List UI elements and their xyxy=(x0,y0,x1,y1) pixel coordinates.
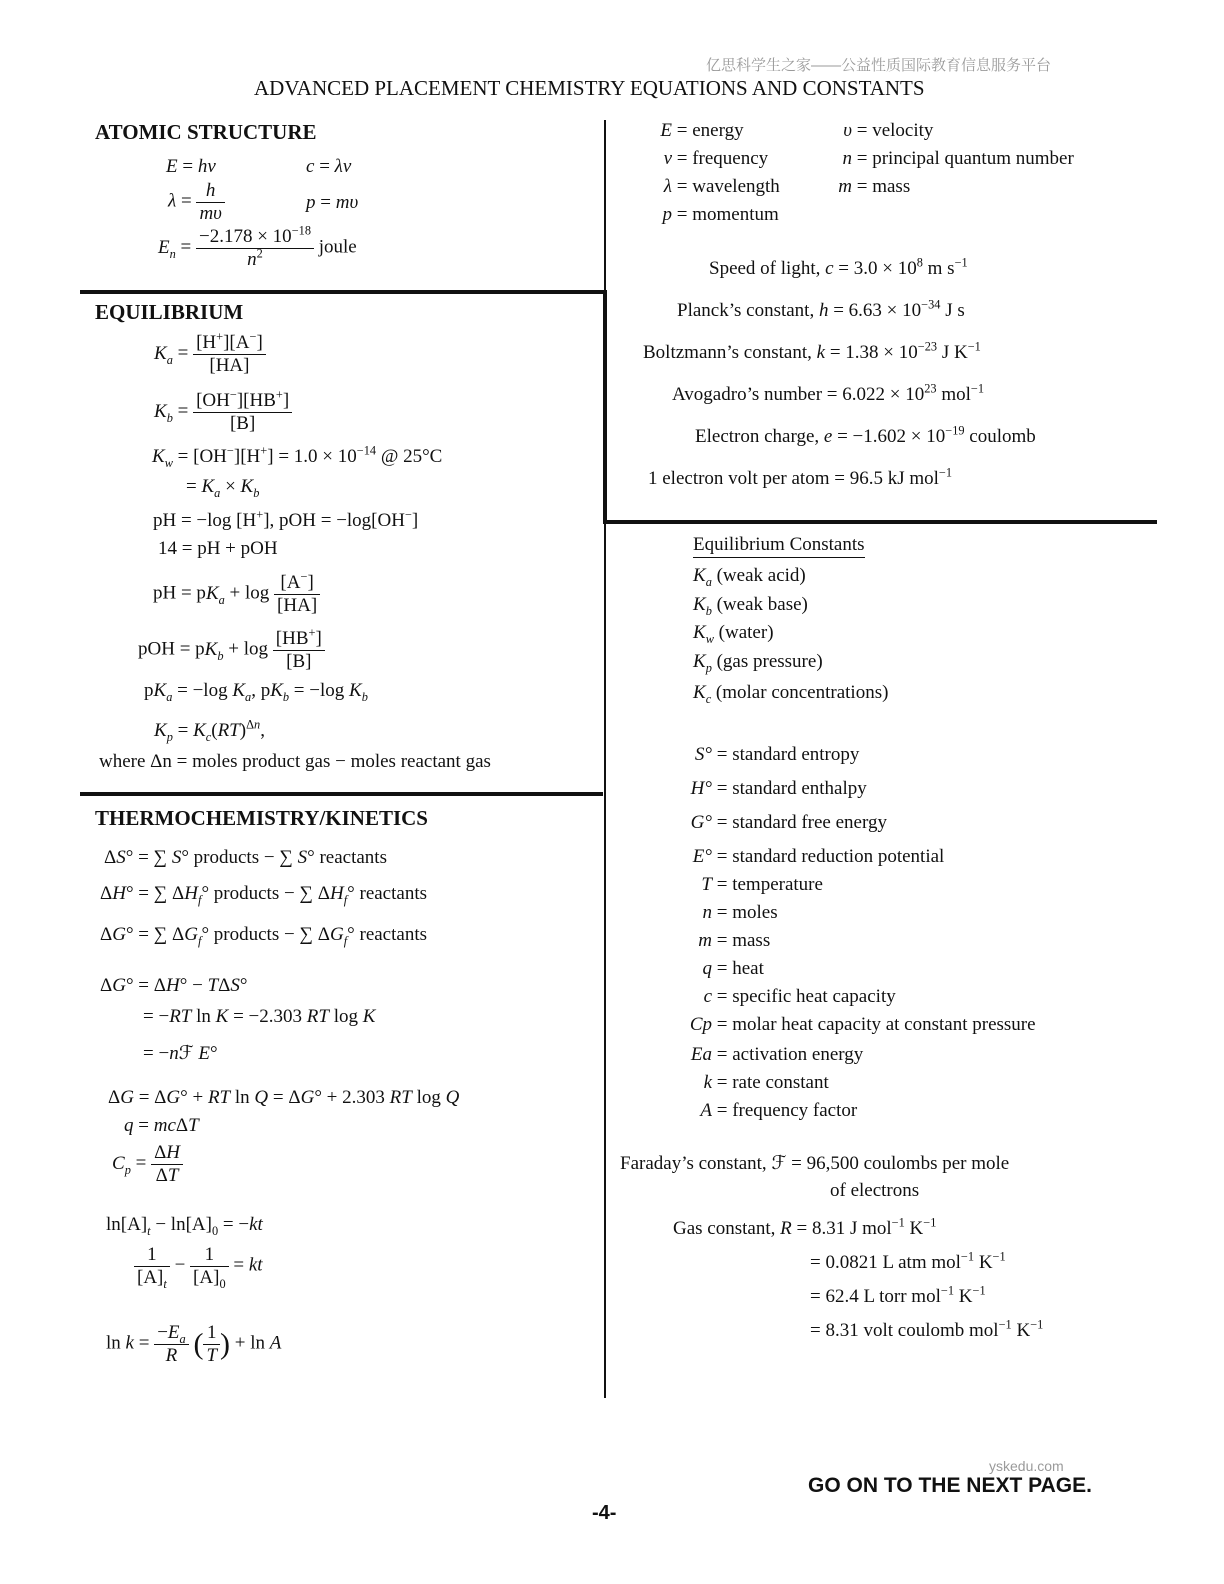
eq-de-broglie: λ = $\frac{h}{m\upsilon}$ xyxy=(168,180,225,225)
thermo-var-12: A = frequency factor xyxy=(700,1100,858,1121)
eq-gibbs: ΔG° = ΔH° − TΔS° xyxy=(100,975,248,996)
eq-constant-kc: $K_c$ (molar concentrations) xyxy=(693,682,889,706)
thermo-var-6: m = mass xyxy=(698,930,771,951)
gas-constant-3: = 62.4 L torr mol$^{-1}$ $K^{-1}$ xyxy=(810,1283,986,1307)
eq-ph-definitions: pH = −log [H+], pOH = −log[OH−] xyxy=(153,507,419,531)
thermo-var-5: n = moles xyxy=(702,902,778,923)
eq-henderson-ph: pH = $pK_a + \log$ $\frac{[A^-]}{[HA]}$ xyxy=(153,572,320,617)
thermo-var-2: G° = standard free energy xyxy=(690,812,887,833)
gas-constant-1: Gas constant, R = 8.31 J mol$^{-1}$ $K^{-1}$ xyxy=(673,1215,937,1239)
eq-constant-ka: $K_a$ (weak acid) xyxy=(693,565,806,589)
eq-constant-kw: $K_w$ (water) xyxy=(693,622,774,646)
page-title: ADVANCED PLACEMENT CHEMISTRY EQUATIONS AND CONSTANTS xyxy=(254,76,925,100)
watermark-top: 亿思科学生之家——公益性质国际教育信息服务平台 xyxy=(706,57,1052,74)
watermark-bottom: yskedu.com xyxy=(989,1458,1064,1474)
eq-second-order: $\frac{1}{[A]_t}$ − $\frac{1}{[A]_0}$ = kt xyxy=(134,1244,263,1289)
eq-energy-photon: E = hν xyxy=(166,156,216,177)
heading-thermochemistry-kinetics: THERMOCHEMISTRY/KINETICS xyxy=(95,806,428,830)
atomic-var-1: ν = frequency xyxy=(663,148,769,169)
const-electron-volt: 1 electron volt per atom = 96.5 kJ mol$^{-1}$ xyxy=(648,465,953,489)
thermo-var-1: H° = standard enthalpy xyxy=(690,778,867,799)
gas-constant-4: = 8.31 volt coulomb mol$^{-1}$ $K^{-1}$ xyxy=(810,1317,1044,1341)
rule-constants-left xyxy=(603,290,607,524)
eq-ka: $K_a$ = $\frac{[H^+][A^-]}{[HA]}$ xyxy=(154,332,266,377)
heading-equilibrium: EQUILIBRIUM xyxy=(95,300,244,324)
eq-constants-title: Equilibrium Constants xyxy=(693,534,865,558)
faraday-constant: Faraday’s constant, ℱ = 96,500 coulombs per mole xyxy=(620,1153,1010,1174)
eq-ph-sum: 14 = pH + pOH xyxy=(158,538,278,559)
atomic-var-0: E = energy xyxy=(660,120,744,141)
atomic-var-2: λ = wavelength xyxy=(663,176,780,197)
thermo-var-0: S° = standard entropy xyxy=(694,744,860,765)
const-avogadro: Avogadro’s number = $6.022 \times 10^{23}$ mol$^{-1}$ xyxy=(672,381,985,405)
eq-kw-product: = $K_a \times K_b$ xyxy=(186,476,260,500)
eq-gibbs-q: ΔG = ΔG° + RT ln Q = ΔG° + 2.303 RT log Q xyxy=(108,1087,460,1108)
eq-henderson-poh: pOH = $pK_b + \log$ $\frac{[HB^+]}{[B]}$ xyxy=(138,628,325,673)
thermo-var-11: k = rate constant xyxy=(703,1072,829,1093)
eq-gibbs-e: = −nℱ E° xyxy=(143,1043,218,1064)
eq-speed-wavelength: c = λν xyxy=(306,156,352,177)
rule-equilibrium-bottom xyxy=(80,792,603,796)
thermo-var-8: c = specific heat capacity xyxy=(703,986,896,1007)
page-number: -4- xyxy=(592,1502,617,1524)
thermo-var-9: Cp = molar heat capacity at constant pressure xyxy=(689,1014,1036,1035)
eq-momentum: p = mυ xyxy=(306,192,359,213)
heading-atomic-structure: ATOMIC STRUCTURE xyxy=(95,120,317,144)
thermo-var-3: E° = standard reduction potential xyxy=(692,846,945,867)
const-speed-of-light: Speed of light, $c = 3.0 \times 10^8$ m $s^{-1}$ xyxy=(709,255,968,279)
eq-kw: $K_w = [OH^-][H^+] = 1.0 \times 10^{-14}$ @ 25°C xyxy=(152,443,443,470)
atomic-var-3: p = momentum xyxy=(662,204,779,225)
atomic-var-5: n = principal quantum number xyxy=(842,148,1074,169)
eq-constant-kp: $K_p$ (gas pressure) xyxy=(693,651,823,675)
faraday-constant-cont: of electrons xyxy=(830,1180,920,1201)
eq-delta-h: ΔH° = ∑ $\Delta H_f^\circ$ products − ∑ $\Delta H_f^\circ$ reactants xyxy=(100,883,427,907)
thermo-var-10: Ea = activation energy xyxy=(690,1044,864,1065)
eq-constant-kb: $K_b$ (weak base) xyxy=(693,594,808,618)
const-boltzmann: Boltzmann’s constant, $k = 1.38 \times 10^{-23}$ J $K^{-1}$ xyxy=(643,339,981,363)
eq-heat: q = mcΔT xyxy=(124,1115,199,1136)
rule-atomic-bottom xyxy=(80,290,606,294)
atomic-var-4: υ = velocity xyxy=(843,120,934,141)
eq-kb: $K_b$ = $\frac{[OH^-][HB^+]}{[B]}$ xyxy=(154,390,292,435)
eq-energy-level: $E_n$ = $\frac{-2.178 \times 10^{-18}}{n^2}$ joule xyxy=(158,223,357,270)
eq-gibbs-k: = −RT ln K = −2.303 RT log K xyxy=(143,1006,376,1027)
eq-pka-pkb: $pK_a = -\log$ $K_a$, $pK_b = -\log$ $K_b$ xyxy=(144,680,368,704)
next-page-notice: GO ON TO THE NEXT PAGE. xyxy=(808,1474,1092,1497)
eq-cp: $C_p$ = $\frac{\Delta H}{\Delta T}$ xyxy=(112,1142,183,1187)
gas-constant-2: = 0.0821 L atm mol$^{-1}$ $K^{-1}$ xyxy=(810,1249,1006,1273)
eq-delta-n-note: where Δn = moles product gas − moles reactant gas xyxy=(99,751,491,772)
eq-first-order: $\ln[A]_t - \ln[A]_0 = -kt$ xyxy=(106,1214,263,1238)
eq-arrhenius: ln k = $\frac{-E_a}{R}$ ( $\frac{1}{T}$ ) + ln A xyxy=(106,1322,282,1366)
rule-constants-bottom xyxy=(603,520,1157,524)
eq-kp-kc: $K_p = K_c(RT)^{\Delta n}$, xyxy=(154,717,265,744)
const-planck: Planck’s constant, $h = 6.63 \times 10^{-34}$ J s xyxy=(677,297,965,321)
thermo-var-4: T = temperature xyxy=(701,874,823,895)
atomic-var-6: m = mass xyxy=(838,176,911,197)
thermo-var-7: q = heat xyxy=(702,958,764,979)
eq-delta-g-formation: ΔG° = ∑ $\Delta G_f^\circ$ products − ∑ $\Delta G_f^\circ$ reactants xyxy=(100,924,427,948)
eq-delta-s: ΔS° = ∑ S° products − ∑ S° reactants xyxy=(104,847,387,868)
const-electron-charge: Electron charge, $e = -1.602 \times 10^{-19}$ coulomb xyxy=(695,423,1036,447)
